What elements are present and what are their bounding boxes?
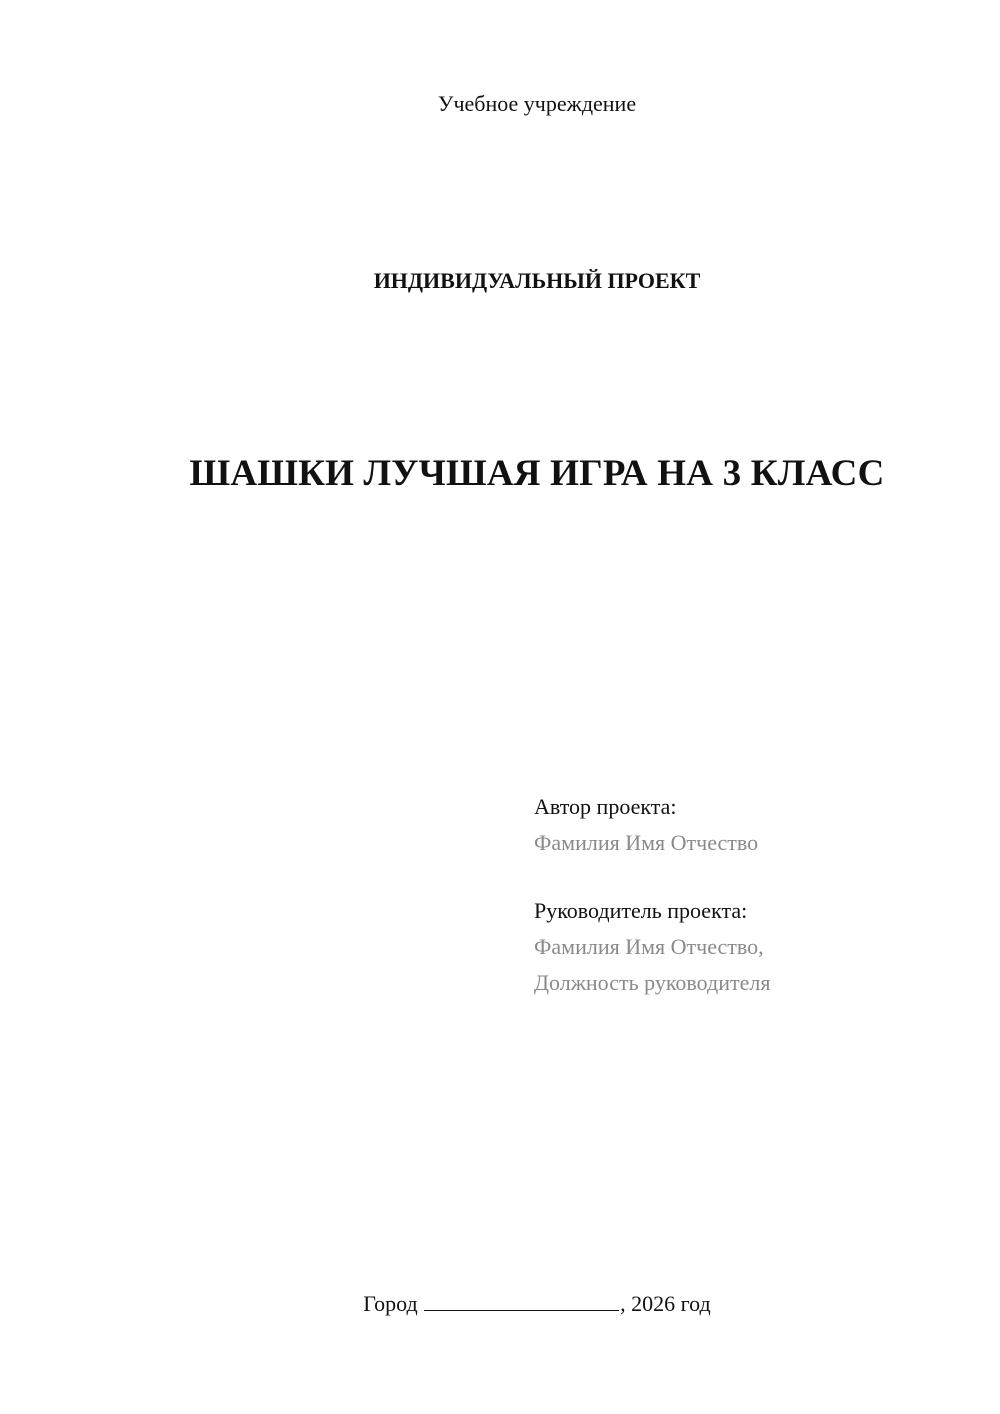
author-name: Фамилия Имя Отчество [534, 830, 759, 855]
city-blank-line [424, 1290, 619, 1311]
supervisor-label: Руководитель проекта: [534, 898, 748, 923]
supervisor-name: Фамилия Имя Отчество, [534, 934, 764, 959]
project-title: ШАШКИ ЛУЧШАЯ ИГРА НА 3 КЛАСС [189, 453, 885, 494]
city-label: Город [363, 1291, 418, 1316]
document-type-heading: ИНДИВИДУАЛЬНЫЙ ПРОЕКТ [373, 268, 701, 293]
year-text: , 2026 год [620, 1291, 711, 1316]
author-label: Автор проекта: [534, 794, 677, 819]
institution-name: Учебное учреждение [437, 91, 637, 116]
supervisor-position: Должность руководителя [534, 970, 771, 995]
project-info-block [534, 789, 770, 1001]
section-spacer [534, 861, 770, 893]
city-year-footer [37, 1290, 1000, 1317]
